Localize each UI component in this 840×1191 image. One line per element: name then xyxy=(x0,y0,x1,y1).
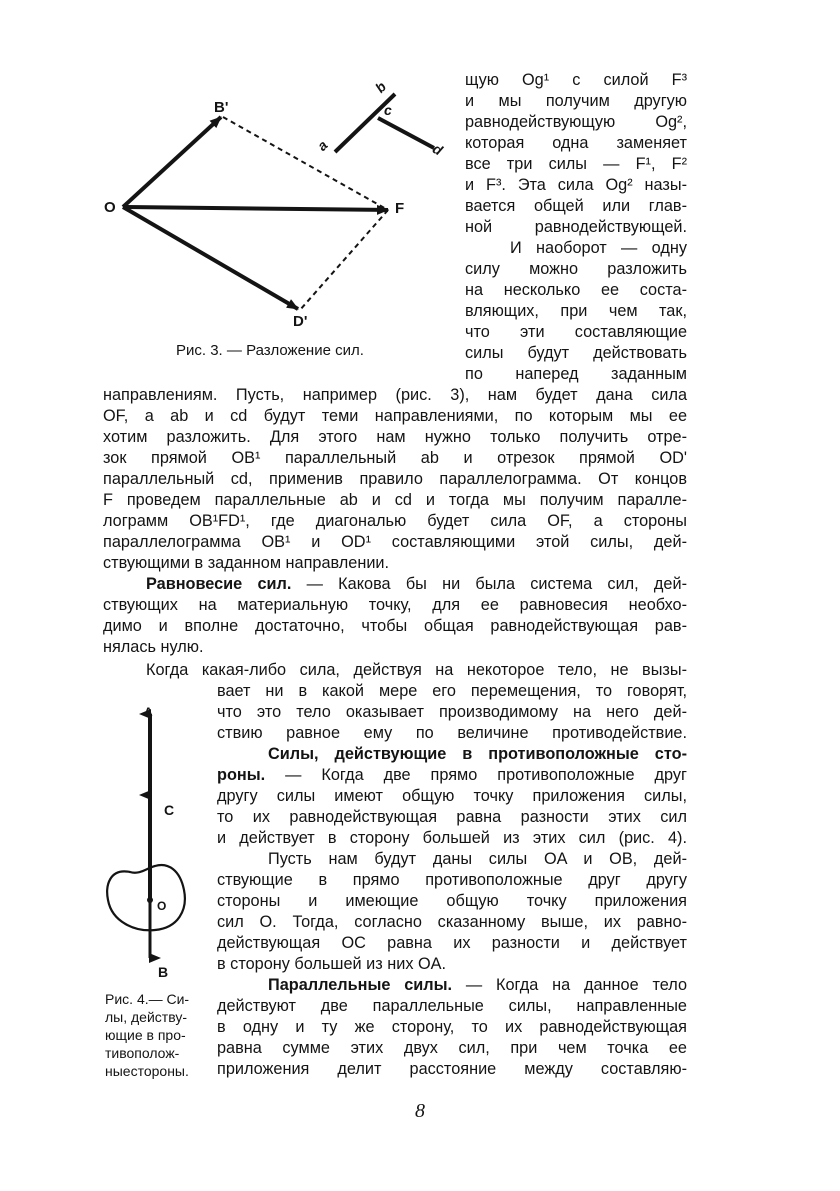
label-c: C xyxy=(164,802,175,818)
label-d: D' xyxy=(293,313,308,330)
direction-cd xyxy=(378,118,434,148)
figure-3-force-decomposition xyxy=(95,70,455,345)
label-o: O xyxy=(157,899,167,913)
vector-od xyxy=(123,207,298,309)
label-bb: b xyxy=(371,78,390,96)
vector-ob xyxy=(123,117,221,207)
label-b: B xyxy=(158,964,169,980)
dashed-bf xyxy=(223,117,388,210)
vector-of xyxy=(123,207,388,210)
label-a: a xyxy=(313,136,331,154)
label-o: O xyxy=(104,199,116,216)
label-c: c xyxy=(384,102,392,118)
figure-4-opposite-forces xyxy=(100,700,200,985)
equilibrium-heading: Равновесие сил. xyxy=(146,575,292,593)
parallel-forces-heading: Параллельные силы. xyxy=(268,976,453,994)
label-a: A xyxy=(144,705,153,719)
opposite-forces-heading: Силы, действующие в противоположные сто- xyxy=(268,745,687,763)
body-outline xyxy=(107,865,185,930)
label-dd: d xyxy=(430,140,446,159)
label-b: B' xyxy=(214,99,229,116)
page-number: 8 xyxy=(415,1100,425,1122)
figure-3-caption: Рис. 3. — Разложение сил. xyxy=(176,342,364,359)
dashed-fd xyxy=(300,210,388,310)
label-f: F xyxy=(395,200,405,217)
